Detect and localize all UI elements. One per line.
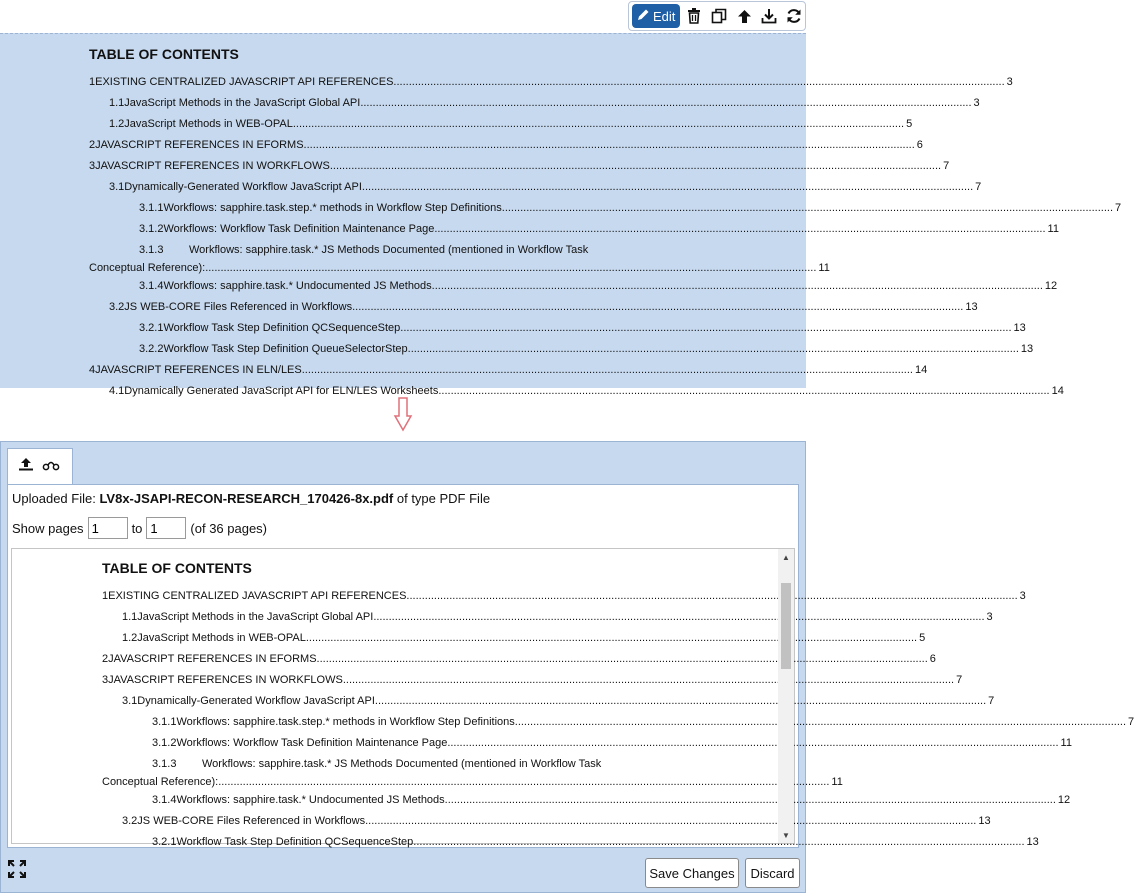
toc-entry-page: 5 [906,118,913,130]
toc-entry-leader [218,776,829,788]
upload-icon [18,459,34,476]
toc-entry [102,611,993,632]
pdf-viewer[interactable] [11,548,1134,848]
scroll-up-icon[interactable]: ▲ [782,552,790,562]
toc-entry [102,632,926,653]
toc-entry-leader [447,737,1058,749]
toc-entry-title: Workflows: Workflow Task Definition Maintenance Page [163,223,435,235]
delete-button[interactable] [683,4,705,28]
toc-entry-page: 13 [1013,322,1026,334]
record-toolbar [628,1,806,31]
toc-entry-number: 3.2.1 [139,322,164,334]
toc-entry-number: 2 [102,653,109,665]
pencil-icon [637,8,650,24]
toc-entry-title: Dynamically-Generated Workflow JavaScript API [137,695,375,707]
toc-entry-page: 13 [978,815,991,827]
toc-entry-title: Workflows: sapphire.task.* JS Methods Documented (mentioned in Workflow Task [202,758,602,770]
file-panel [0,441,1134,893]
toc-entry-page: 6 [929,653,936,665]
toc-entry-page: 3 [1006,76,1013,88]
toc-entry-title: Workflows: sapphire.task.step.* methods in Workflow Step Definitions [163,202,502,214]
toc-entry-leader [502,202,1113,214]
page-to-label: to [131,520,143,536]
toc-entry-leader [445,794,1056,806]
toc-entry-leader [438,385,1049,397]
toc-entry-leader [362,181,973,193]
toc-entry-page: 7 [956,674,963,686]
toc-entry-title: EXISTING CENTRALIZED JAVASCRIPT API REFERENCES [95,76,394,88]
toc-heading: TABLE OF CONTENTS [102,560,252,576]
toc-entry-page: 3 [986,611,993,623]
toc-entry-leader [317,653,928,665]
toc-entry [89,385,1064,406]
toc-entry-leader [375,695,986,707]
toc-entry-number: 3.1 [109,181,125,193]
toc-entry-title: Workflow Task Step Definition QueueSelectorStep [163,343,408,355]
link-tab[interactable] [42,458,60,476]
toc-entry-page: 3 [1019,590,1026,602]
toc-entry-leader [360,97,971,109]
toc-entry-title: JS WEB-CORE Files Referenced in Workflows [124,301,353,313]
toc-entry-page: 13 [1020,343,1034,355]
discard-button[interactable]: Discard [745,858,800,888]
expand-icon[interactable] [7,859,27,884]
toc-entry [89,202,1122,223]
toc-entry [89,97,980,118]
toc-entry-title: Workflows: Workflow Task Definition Maintenance Page [176,737,448,749]
toc-entry-leader [306,632,917,644]
toc-entry-page: 7 [975,181,982,193]
toc-entry-leader [304,139,915,151]
panel-tab-bar [7,448,73,484]
viewer-scrollbar[interactable] [778,549,794,843]
toc-entry-leader [406,590,1017,602]
page-range [12,517,267,539]
toc-entry [89,343,1034,364]
toc-entry-title: JAVASCRIPT REFERENCES IN EFORMS [108,653,317,665]
table-of-contents [89,46,1122,406]
copy-icon [711,8,727,24]
toc-entry-leader [408,343,1019,355]
download-icon [761,8,777,24]
arrow-up-icon [737,9,752,24]
page-total-label: (of 36 pages) [190,520,268,536]
scroll-down-icon[interactable]: ▼ [782,830,790,840]
arrow-down-icon [394,397,412,436]
toc-entry-leader [343,674,954,686]
toc-entry-number: 1.1 [122,611,138,623]
toc-entry-number: 2 [89,139,96,151]
toc-entry-page: 5 [919,632,926,644]
toc-entry-title: JAVASCRIPT REFERENCES IN WORKFLOWS [95,160,330,172]
toc-entry-title: JavaScript Methods in the JavaScript Global API [124,97,361,109]
toc-entry-leader [302,364,913,376]
toc-entry [89,364,928,385]
toc-entry-number: 4 [89,364,96,376]
toc-entry-title: JAVASCRIPT REFERENCES IN EFORMS [95,139,304,151]
toc-entry-title: Workflows: sapphire.task.step.* methods in Workflow Step Definitions [176,716,515,728]
toc-entry-number: 3 [89,160,96,172]
uploaded-file-info [12,491,490,506]
toc-entry-number: 3.1.2 [152,737,177,749]
toc-entry-page: 3 [973,97,980,109]
toc-entry-number: 1.1 [109,97,125,109]
toc-entry-leader [365,815,976,827]
toc-entry-leader [434,223,1045,235]
refresh-button[interactable] [783,4,805,28]
move-up-button[interactable] [733,4,755,28]
toc-entry [89,280,1058,301]
toc-entry-title: JavaScript Methods in WEB-OPAL [124,118,293,130]
toc-entry-number: 3.2 [122,815,138,827]
toc-entry-number: 3.2.1 [152,836,177,848]
toc-entry-page: 7 [1115,202,1122,214]
toc-entry-title: JavaScript Methods in the JavaScript Global API [137,611,374,623]
toc-entry-title: EXISTING CENTRALIZED JAVASCRIPT API REFERENCES [108,590,407,602]
toc-entry [89,118,913,139]
toc-entry [89,181,982,202]
toc-entry-page: 7 [988,695,995,707]
toc-entry [89,301,978,322]
toc-entry-page: 13 [965,301,978,313]
edit-label: Edit [653,8,676,24]
toc-entry-number: 3.1 [122,695,138,707]
toc-entry [89,322,1026,343]
toc-entry-number: 3.1.1 [152,716,177,728]
refresh-icon [786,8,802,24]
upload-tab[interactable] [18,456,34,477]
uploaded-file-prefix: Uploaded File: [12,491,100,506]
toc-entry [89,223,1059,244]
toc-entry-page: 14 [914,364,928,376]
toc-entry-title: Workflows: sapphire.task.* JS Methods Documented (mentioned in Workflow Task [189,244,589,256]
toc-entry-number: 4.1 [109,385,125,397]
toc-entry-page: 11 [1047,223,1059,235]
toc-entry [102,590,1026,611]
page-from-input[interactable] [88,517,128,539]
save-changes-button[interactable]: Save Changes [645,858,739,888]
toc-entry-number: 1 [89,76,96,88]
toc-entry [102,653,936,674]
toc-entry [102,794,1071,815]
toc-entry-title: JAVASCRIPT REFERENCES IN ELN/LES [95,364,302,376]
toc-entry-page: 12 [1044,280,1058,292]
toc-entry [89,244,830,280]
toc-entry-title: JS WEB-CORE Files Referenced in Workflows [137,815,366,827]
page-to-input[interactable] [146,517,186,539]
toc-entry-leader [413,836,1024,848]
toc-entry-leader [515,716,1126,728]
toc-entry-leader [393,76,1004,88]
copy-button[interactable] [708,4,730,28]
toc-entry-page: 7 [1128,716,1134,728]
toc-entry-page: 13 [1026,836,1039,848]
toc-entry-page: 11 [1060,737,1072,749]
toc-entry-title: JAVASCRIPT REFERENCES IN WORKFLOWS [108,674,343,686]
toc-entry-title: Workflows: sapphire.task.* Undocumented JS Methods [163,280,432,292]
toc-entry-number: 3.1.3 [152,758,177,770]
table-of-contents [102,560,1134,857]
toc-entry-title: JavaScript Methods in WEB-OPAL [137,632,306,644]
uploaded-file-name: LV8x-JSAPI-RECON-RESEARCH_170426-8x.pdf [99,491,394,506]
edit-button[interactable] [632,4,680,28]
toc-entry-leader [352,301,963,313]
uploaded-file-type: of type PDF File [393,491,491,506]
toc-entry-title: Workflow Task Step Definition QCSequenceStep [176,836,414,848]
toc-entry-number: 3.1.4 [139,280,164,292]
toc-entry [89,160,950,181]
toc-entry-number: 1.2 [122,632,138,644]
toc-entry-title-continued: Conceptual Reference): [102,776,219,788]
toc-entry-number: 3.2.2 [139,343,164,355]
link-icon [42,458,60,475]
toc-entry-leader [400,322,1011,334]
toc-entry [102,737,1072,758]
toc-entry-number: 3.1.3 [139,244,164,256]
toc-entry-page: 12 [1057,794,1071,806]
toc-entry [102,836,1039,857]
toc-entry-number: 3.1.2 [139,223,164,235]
toc-entry [102,674,963,695]
toc-entry-page: 14 [1051,385,1064,397]
toc-entry-leader [293,118,904,130]
toc-entry-number: 3.1.4 [152,794,177,806]
panel-content [7,484,1134,848]
toc-entry-number: 1 [102,590,109,602]
toc-entry [89,76,1013,97]
toc-entry [102,716,1134,737]
trash-icon [687,8,701,24]
toc-heading: TABLE OF CONTENTS [89,46,239,62]
toc-entry-title-continued: Conceptual Reference): [89,262,206,274]
toc-entry-page: 6 [916,139,923,151]
download-button[interactable] [758,4,780,28]
toc-entry-title: Workflows: sapphire.task.* Undocumented JS Methods [176,794,445,806]
toc-entry-number: 1.2 [109,118,125,130]
toc-entry-leader [432,280,1043,292]
toc-entry [102,695,995,716]
toc-entry-number: 3.2 [109,301,125,313]
toc-entry-number: 3.1.1 [139,202,164,214]
toc-entry-page: 7 [943,160,950,172]
toc-entry [102,815,991,836]
toc-entry-title: Workflow Task Step Definition QCSequenceStep [163,322,401,334]
toc-entry-leader [205,262,816,274]
show-pages-label: Show pages [12,520,84,536]
toc-entry-page: 11 [831,776,843,788]
toc-entry-page: 11 [818,262,830,274]
scroll-thumb[interactable] [781,583,791,669]
toc-entry-leader [373,611,984,623]
toc-entry-number: 3 [102,674,109,686]
toc-entry [102,758,843,794]
document-preview [0,33,1122,397]
toc-entry [89,139,923,160]
toc-entry-title: Dynamically Generated JavaScript API for ELN/LES Worksheets [124,385,439,397]
toc-entry-leader [330,160,941,172]
toc-entry-title: Dynamically-Generated Workflow JavaScript API [124,181,362,193]
